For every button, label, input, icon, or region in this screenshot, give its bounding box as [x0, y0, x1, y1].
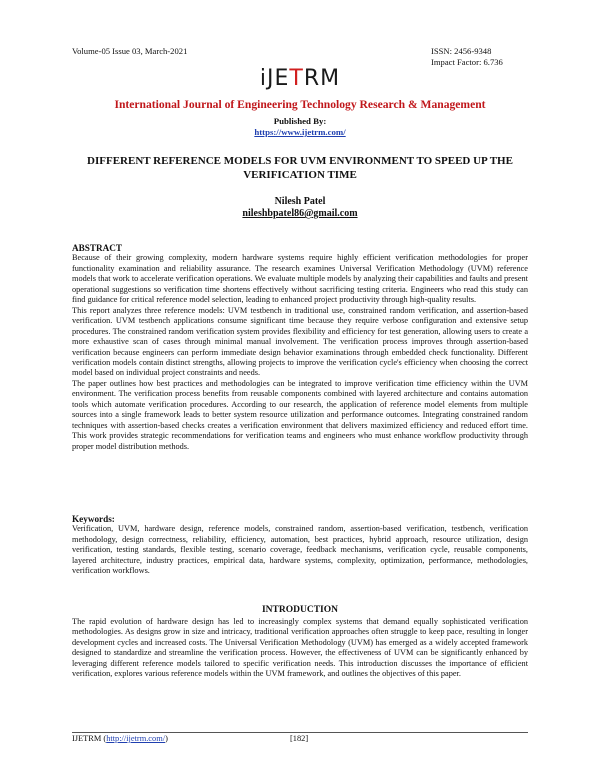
keywords-text: Verification, UVM, hardware design, reference models, constrained random, assertion-based verification, testbench, verification methodology, design correctness, reliability, efficiency, automation, best practices, hybrid approach, resource utilization, design verification, testing standards, flexible testing, scenario coverage, feedback mechanisms, verification cycle, reusable components, layered architecture, industry practices, empirical data, hardware systems, complexity, optimization, performance, methodologies, verification workflows.: [72, 524, 528, 576]
logo-suffix: RM: [303, 66, 341, 91]
abstract-paragraph-2: This report analyzes three reference models: UVM testbench in traditional use, constrained random verification, and assertion-based verification. UVM testbench applications consume significant time because they require verbose configuration and extensive setup procedures. The constrained random verification system provides flexibility and efficiency for test generation, allowing users to create a more exhaustive scan of cases through minimal manual involvement. The verification process improves through assertion-based verification because engineers can perform immediate design behavior examinations through embedded check functionality. Different verification models contain distinct strengths, allowing projects to improve the verification cycle's efficiency when choosing the correct model based on individual project constraints and needs.: [72, 305, 528, 378]
introduction-heading: INTRODUCTION: [261, 605, 338, 615]
introduction-section: [72, 617, 528, 680]
issn: ISSN: 2456-9348: [431, 46, 492, 56]
logo-red-letter: T: [289, 66, 304, 91]
journal-name: International Journal of Engineering Technology Research & Management: [114, 98, 486, 111]
footer-prefix: IJETRM (: [72, 734, 107, 743]
page-number: [182]: [290, 734, 309, 743]
keywords-heading: Keywords:: [72, 514, 115, 524]
published-by: Published By:: [273, 116, 327, 126]
footer-divider: [72, 732, 528, 733]
logo-prefix: iJE: [259, 66, 290, 91]
impact-factor: Impact Factor: 6.736: [431, 57, 503, 67]
paper-title: DIFFERENT REFERENCE MODELS FOR UVM ENVIRONMENT TO SPEED UP THE VERIFICATION TIME: [87, 155, 513, 181]
footer-link[interactable]: http://ijetrm.com/: [106, 734, 166, 743]
abstract-section: [72, 243, 528, 452]
abstract-paragraph-1: Because of their growing complexity, modern hardware systems require highly efficient verification methodologies for proper functionality examination and reliability assurance. The research examines Universal Verification Methodology (UVM) reference models that work to accelerate verification operations. We evaluate multiple models by analyzing their capabilities and faults and present operational suggestions so verification time shortens effectively without sacrificing testing criteria. Engineers who read this study can find guidance for critical reference model selection, leading to enhanced project productivity through high-quality results.: [72, 253, 528, 305]
abstract-heading: ABSTRACT: [72, 243, 123, 253]
abstract-paragraph-3: The paper outlines how best practices and methodologies can be integrated to improve verification time efficiency within the UVM environment. The verification process benefits from reusable components combined with layered architecture and contains automation tools which automate verification procedures. According to our research, the application of reference model elements from multiple sources into a single framework leads to better system resource utilization and performance outcomes. Integrating constrained random techniques with assertion-based checks creates a verification environment that delivers maximized efficiency and reduced effort time. This work provides strategic recommendations for verification teams and engineers who must enhance workflow productivity through proper model distribution methods.: [72, 378, 528, 451]
keywords-section: [72, 514, 528, 577]
journal-url-link[interactable]: https://www.ijetrm.com/: [254, 127, 346, 137]
journal-logo: [0, 64, 600, 94]
footer-suffix: ): [165, 734, 168, 743]
author-email-link[interactable]: nileshbpatel86@gmail.com: [242, 208, 358, 219]
footer-journal: [72, 734, 168, 743]
introduction-text: The rapid evolution of hardware design has led to increasingly complex systems that demand equally sophisticated verification methodologies. As designs grow in size and intricacy, traditional verification approaches often struggle to keep pace, resulting in longer development cycles and increased costs. The Universal Verification Methodology (UVM) has emerged as a widely accepted framework designed to standardize and streamline the verification process. However, the effectiveness of UVM can be significantly enhanced by leveraging different reference models tailored to specific verification needs. This introduction discusses the importance of efficient verification, explores various reference models within the UVM framework, and outlines the objectives of this paper.: [72, 617, 528, 679]
volume-issue: Volume-05 Issue 03, March-2021: [72, 46, 188, 56]
author-name: Nilesh Patel: [274, 196, 326, 207]
